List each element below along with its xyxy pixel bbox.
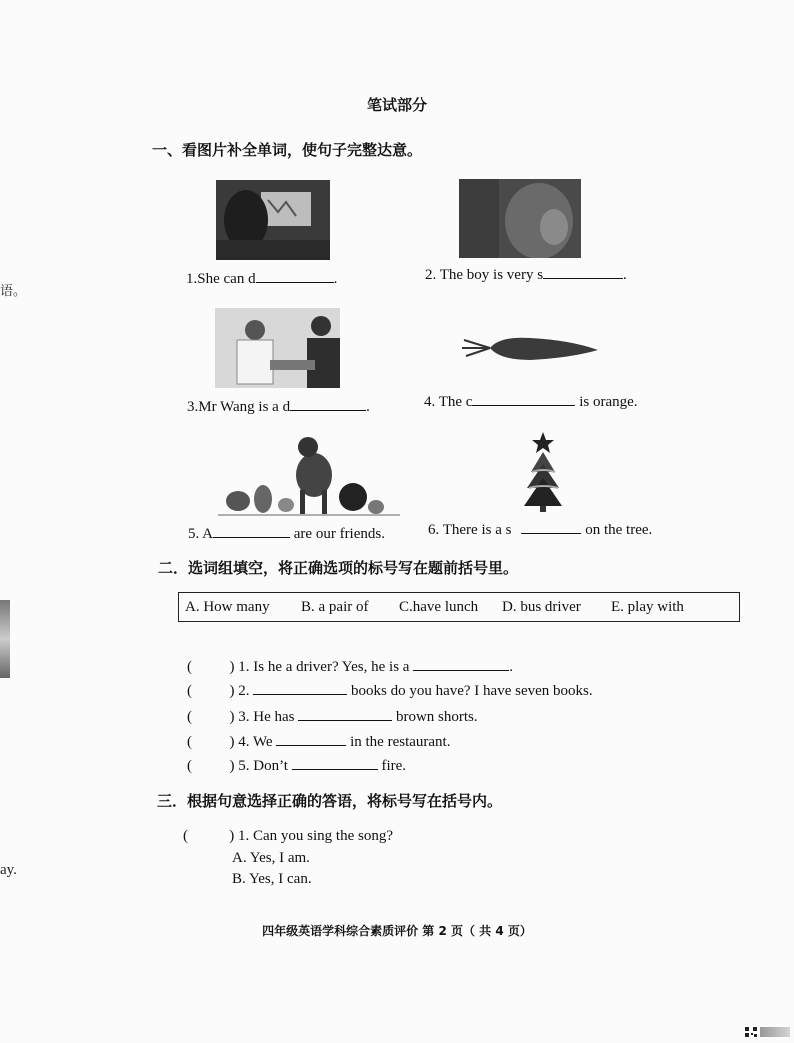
option-c: C.have lunch xyxy=(399,599,479,615)
q5-tail: are our friends. xyxy=(290,526,385,542)
section1-q3 xyxy=(187,396,370,416)
q3-blank[interactable] xyxy=(290,396,366,411)
drawing-picture xyxy=(216,180,330,260)
section3-q1 xyxy=(183,828,393,845)
q3-tail: . xyxy=(366,399,370,415)
section2-item-3 xyxy=(187,706,478,726)
left-edge-image-fragment xyxy=(0,600,10,678)
carrot-picture xyxy=(460,330,600,366)
item-3-text: ) 3. He has xyxy=(229,709,295,725)
q3-text: 3.Mr Wang is a d xyxy=(187,399,291,415)
q6-blank[interactable] xyxy=(521,519,581,534)
doctor-picture xyxy=(215,308,340,388)
item-5-text: ) 5. Don’t xyxy=(229,758,288,774)
item-2-text: ) 2. xyxy=(229,683,250,699)
section3-option-b: B. Yes, I can. xyxy=(232,871,312,887)
q2-blank[interactable] xyxy=(543,264,623,279)
answer-paren[interactable]: ( xyxy=(187,659,230,675)
section1-q4 xyxy=(424,391,638,411)
qr-code-icon xyxy=(744,1026,758,1038)
item-1-blank[interactable] xyxy=(413,656,509,671)
option-d: D. bus driver xyxy=(502,599,581,615)
q6-text: 6. There is a s xyxy=(428,522,512,538)
q1-tail: . xyxy=(333,271,338,287)
page-footer: 四年级英语学科综合素质评价 第 2 页（ 共 4 页） xyxy=(262,924,532,938)
option-e: E. play with xyxy=(611,599,684,615)
answer-paren[interactable]: ( xyxy=(187,758,230,774)
section2-item-1 xyxy=(187,656,513,676)
q2-text: 2. The boy is very s xyxy=(425,267,544,283)
answer-paren[interactable]: ( xyxy=(187,683,230,699)
q6-tail: on the tree. xyxy=(581,522,653,538)
section2-heading: 二．选词组填空，将正确选项的标号写在题前括号里。 xyxy=(158,559,519,577)
item-4-tail: in the restaurant. xyxy=(346,734,451,750)
item-5-tail: fire. xyxy=(377,758,407,774)
left-edge-text-2: ay. xyxy=(0,862,17,878)
option-b: B. a pair of xyxy=(301,599,369,615)
section1-q2 xyxy=(425,264,627,284)
section1-q1 xyxy=(186,268,337,288)
sad-boy-picture xyxy=(459,179,581,258)
word-options-box xyxy=(178,592,740,622)
christmas-tree-picture xyxy=(522,430,564,512)
item-2-blank[interactable] xyxy=(253,680,347,695)
option-a: A. How many xyxy=(185,599,270,615)
page-title: 笔试部分 xyxy=(366,96,427,114)
q5-text: 5. A xyxy=(188,526,214,542)
watermark-logo xyxy=(760,1027,790,1037)
q1-text: 1.She can d xyxy=(186,271,256,287)
section1-q5 xyxy=(188,523,385,543)
item-4-blank[interactable] xyxy=(276,731,346,746)
q4-blank[interactable] xyxy=(472,391,575,406)
item-4-text: ) 4. We xyxy=(229,734,273,750)
item-1-tail: . xyxy=(509,659,513,675)
q1-blank[interactable] xyxy=(256,268,334,283)
answer-paren[interactable]: ( xyxy=(187,709,230,725)
section3-heading: 三．根据句意选择正确的答语，将标号写在括号内。 xyxy=(157,792,503,810)
animals-picture xyxy=(218,435,400,517)
item-1-text: ) 1. Is he a driver? Yes, he is a xyxy=(229,659,410,675)
section3-q1-text: ) 1. Can you sing the song? xyxy=(229,828,393,844)
item-3-tail: brown shorts. xyxy=(392,709,478,725)
q2-tail: . xyxy=(623,267,627,283)
left-edge-text-1: 语。 xyxy=(0,283,27,298)
answer-paren[interactable]: ( xyxy=(187,734,230,750)
answer-paren[interactable]: ( xyxy=(183,828,230,844)
section2-item-2 xyxy=(187,680,593,700)
section1-heading: 一、看图片补全单词，使句子完整达意。 xyxy=(152,141,423,159)
q5-blank[interactable] xyxy=(213,523,290,538)
item-2-tail: books do you have? I have seven books. xyxy=(347,683,593,699)
q4-text: 4. The c xyxy=(424,394,473,410)
section1-q6 xyxy=(428,519,652,539)
section3-option-a: A. Yes, I am. xyxy=(232,850,310,866)
item-3-blank[interactable] xyxy=(298,706,392,721)
section2-item-4 xyxy=(187,731,450,751)
section2-item-5 xyxy=(187,755,406,775)
item-5-blank[interactable] xyxy=(292,755,378,770)
q4-tail: is orange. xyxy=(575,394,638,410)
